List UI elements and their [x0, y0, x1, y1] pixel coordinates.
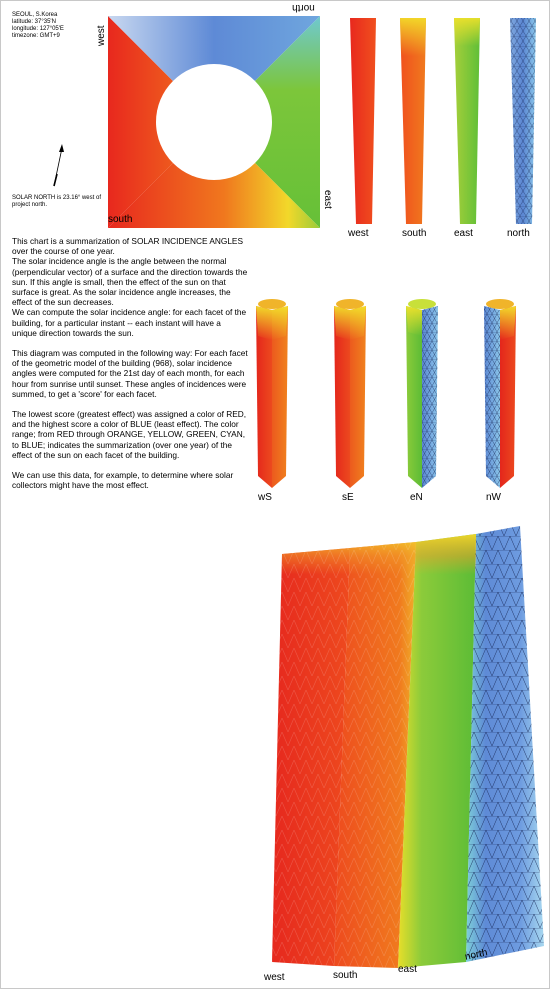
- facade-label-south: south: [402, 228, 427, 239]
- description-paragraph: The lowest score (greatest effect) was assigned a color of RED, and the highest score a color of BLUE (least effect). The color range; from RED through ORANGE, YELLOW, GREEN, CYAN, to BLUE; indicates the summarization (over one year) of the effect of the sun on each facet of the building.: [12, 409, 247, 460]
- plan-core: [156, 64, 272, 180]
- unfolded-label-west: west: [264, 972, 285, 983]
- location-info: [12, 12, 64, 40]
- facade-east: [454, 18, 480, 224]
- corner-se: [334, 299, 366, 488]
- location-timezone: timezone: GMT+9: [12, 33, 60, 39]
- corner-nw: [484, 299, 516, 488]
- description-paragraph: This diagram was computed in the following way: For each facet of the geometric model of the building (968), solar incidence angles were computed for the 21st day of each month, for each hour from sunrise until sunset. These angles of incidences were summed, to get a 'score' for each facet.: [12, 348, 248, 399]
- plan-view-diagram: [108, 16, 320, 228]
- plan-label-east: east: [322, 190, 333, 209]
- facade-label-east: east: [454, 228, 473, 239]
- corner-label-en: eN: [410, 492, 423, 503]
- description-text: [12, 236, 248, 500]
- facade-label-west: west: [348, 228, 369, 239]
- location-city: SEOUL, S.Korea: [12, 12, 58, 18]
- plan-label-north: north: [292, 2, 315, 13]
- corner-en: [406, 299, 438, 488]
- description-paragraph: We can use this data, for example, to determine where solar collectors might have the most effect.: [12, 470, 234, 491]
- plan-label-south: south: [108, 214, 133, 225]
- corner-label-se: sE: [342, 492, 354, 503]
- plan-label-west: west: [96, 25, 107, 46]
- location-longitude: longitude: 127°05'E: [12, 26, 64, 32]
- corner-label-nw: nW: [486, 492, 501, 503]
- unfolded-label-north: north: [464, 947, 489, 963]
- facade-elevations: [340, 16, 540, 230]
- corner-perspectives: [252, 296, 542, 492]
- north-arrow-icon: [44, 140, 74, 190]
- unfolded-label-south: south: [333, 970, 358, 981]
- facade-label-north: north: [507, 228, 530, 239]
- corner-ws: [256, 299, 288, 488]
- facade-west: [350, 18, 376, 224]
- unfolded-facade-diagram: [258, 522, 548, 978]
- location-latitude: latitude: 37°35'N: [12, 19, 56, 25]
- description-paragraph: This chart is a summarization of SOLAR INCIDENCE ANGLES over the course of one year. The solar incidence angle is the angle between the normal (perpendicular vector) of a surface and the direction towards the sun. If this angle is small, then the effect of the sun on that surface is great. As the solar incidence angle increases, the effect of the sun decreases. We can compute the solar incidence angle: for each facet of the building, for a particular instant -- each instant will have a unique direction towards the sun.: [12, 236, 248, 338]
- unfolded-label-east: east: [398, 964, 417, 975]
- corner-label-ws: wS: [258, 492, 272, 503]
- solar-north-note: SOLAR NORTH is 23.16° west of project north.: [12, 195, 101, 208]
